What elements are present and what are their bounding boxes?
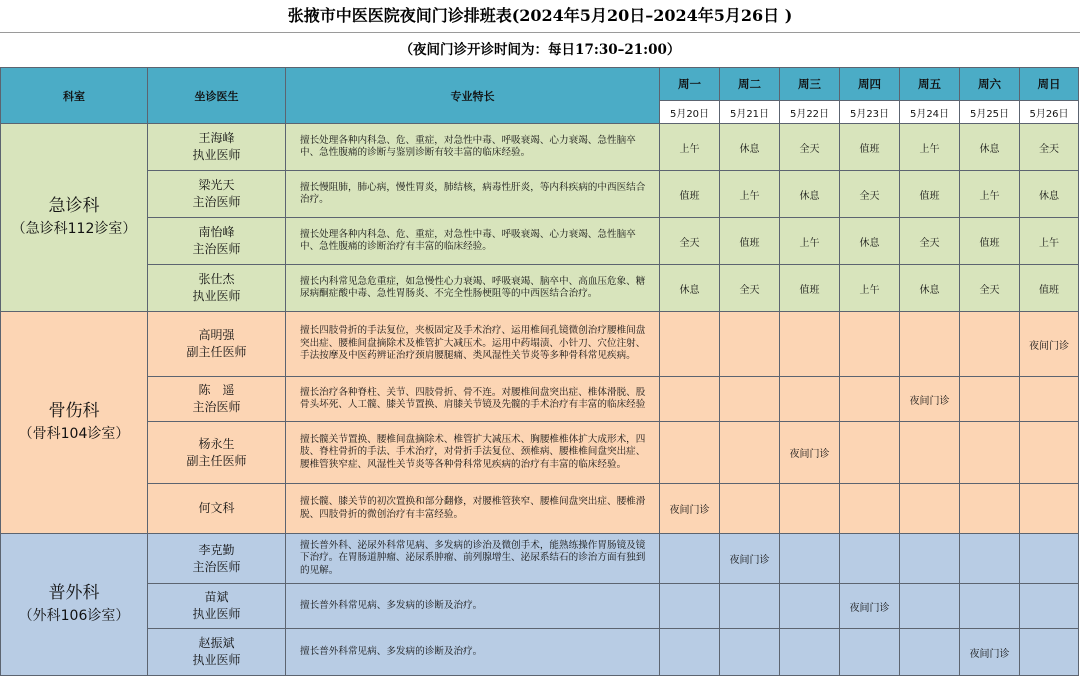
schedule-cell [840, 377, 900, 422]
schedule-cell: 休息 [1020, 171, 1079, 218]
schedule-cell: 上午 [900, 124, 960, 171]
schedule-cell [960, 584, 1020, 629]
schedule-cell [780, 377, 840, 422]
department-room: （急诊科112诊室） [11, 220, 137, 237]
col-header-date: 5月21日 [720, 101, 780, 124]
schedule-cell [720, 377, 780, 422]
col-header-day: 周四 [840, 68, 900, 101]
doctor-name: 张仕杰 [198, 272, 235, 286]
doctor-row [1, 312, 1079, 377]
schedule-cell [720, 422, 780, 484]
doctor-cell [148, 312, 286, 377]
specialty-cell: 擅长普外科常见病、多发病的诊断及治疗。 [286, 629, 660, 676]
doctor-name: 杨永生 [198, 436, 235, 451]
schedule-cell: 值班 [1020, 265, 1079, 312]
department-cell [1, 124, 148, 312]
schedule-cell: 休息 [960, 124, 1020, 171]
doctor-title: 执业医师 [192, 653, 241, 667]
doctor-row [1, 484, 1079, 534]
schedule-body [1, 124, 1079, 676]
schedule-cell: 夜间门诊 [1020, 312, 1079, 377]
schedule-cell [960, 534, 1020, 584]
schedule-cell [900, 629, 960, 676]
specialty-cell: 擅长髋关节置换、腰椎间盘摘除术、椎管扩大减压术、胸腰椎椎体扩大成形术，四肢、脊柱骨折的手法、手术治疗，对骨折手法复位、颈椎病、腰椎椎间盘突出症、腰椎管狭窄症、风湿性关节炎等各种骨科常见疾病的治疗有丰富的临床经验。 [286, 422, 660, 484]
schedule-cell [960, 312, 1020, 377]
schedule-cell [840, 312, 900, 377]
doctor-name: 李克勤 [198, 542, 235, 557]
schedule-cell: 休息 [840, 218, 900, 265]
doctor-name: 梁光天 [198, 178, 235, 192]
schedule-cell: 上午 [960, 171, 1020, 218]
schedule-cell: 值班 [840, 124, 900, 171]
schedule-cell [780, 629, 840, 676]
schedule-cell [840, 629, 900, 676]
specialty-cell: 擅长治疗各种脊柱、关节、四肢骨折、骨不连。对腰椎间盘突出症、椎体滑脱、股骨头坏死、人工髋、膝关节置换、肩膝关节镜及先髋的手术治疗有丰富的临床经验 [286, 377, 660, 422]
col-header-day: 周六 [960, 68, 1020, 101]
department-room: （骨科104诊室） [18, 425, 130, 442]
doctor-cell [148, 218, 286, 265]
schedule-cell: 值班 [780, 265, 840, 312]
schedule-cell: 值班 [900, 171, 960, 218]
schedule-cell [960, 484, 1020, 534]
schedule-cell: 夜间门诊 [960, 629, 1020, 676]
department-name: 急诊科 [48, 195, 100, 216]
doctor-title: 主治医师 [192, 400, 241, 414]
doctor-row [1, 265, 1079, 312]
schedule-cell [660, 377, 720, 422]
doctor-row [1, 422, 1079, 484]
doctor-cell [148, 265, 286, 312]
schedule-cell [1020, 422, 1079, 484]
schedule-cell: 上午 [660, 124, 720, 171]
doctor-cell [148, 584, 286, 629]
col-header-date: 5月20日 [660, 101, 720, 124]
doctor-row [1, 584, 1079, 629]
col-header-day: 周日 [1020, 68, 1079, 101]
schedule-cell: 全天 [720, 265, 780, 312]
schedule-cell: 值班 [720, 218, 780, 265]
schedule-cell: 夜间门诊 [660, 484, 720, 534]
doctor-title: 主治医师 [192, 559, 241, 574]
doctor-row [1, 124, 1079, 171]
doctor-row [1, 534, 1079, 584]
col-header-day: 周三 [780, 68, 840, 101]
schedule-cell [1020, 484, 1079, 534]
schedule-cell: 全天 [960, 265, 1020, 312]
doctor-cell [148, 124, 286, 171]
col-header-day: 周一 [660, 68, 720, 101]
specialty-cell: 擅长内科常见急危重症，如急慢性心力衰竭、呼吸衰竭、脑卒中、高血压危象、糖尿病酮症酸中毒、急性胃肠炎、不完全性肠梗阻等的中西医结合治疗。 [286, 265, 660, 312]
specialty-cell: 擅长普外科常见病、多发病的诊断及治疗。 [286, 584, 660, 629]
doctor-title: 副主任医师 [186, 345, 247, 359]
specialty-cell: 擅长处理各种内科急、危、重症，对急性中毒、呼吸衰竭、心力衰竭、急性脑卒中、急性腹痛的诊断与鉴别诊断有较丰富的临床经验。 [286, 124, 660, 171]
doctor-cell [148, 422, 286, 484]
doctor-name: 苗斌 [204, 590, 229, 604]
doctor-cell [148, 629, 286, 676]
col-header-specialty: 专业特长 [286, 68, 660, 124]
schedule-cell [900, 422, 960, 484]
schedule-cell: 休息 [660, 265, 720, 312]
doctor-title: 执业医师 [192, 607, 241, 621]
doctor-name: 高明强 [198, 328, 235, 342]
col-header-date: 5月23日 [840, 101, 900, 124]
page-subtitle: （夜间门诊开诊时间为：每日17:30–21:00） [399, 42, 681, 58]
schedule-cell: 值班 [960, 218, 1020, 265]
schedule-cell: 夜间门诊 [780, 422, 840, 484]
specialty-cell: 擅长处理各种内科急、危、重症，对急性中毒、呼吸衰竭、心力衰竭、急性脑卒中、急性腹痛的诊断治疗有丰富的临床经验。 [286, 218, 660, 265]
doctor-title: 主治医师 [192, 195, 241, 209]
doctor-name: 陈 遥 [198, 383, 235, 397]
doctor-name: 赵振斌 [198, 636, 235, 650]
schedule-cell [780, 484, 840, 534]
department-room: （外科106诊室） [18, 607, 130, 624]
schedule-cell [1020, 629, 1079, 676]
schedule-cell [840, 422, 900, 484]
col-header-department: 科室 [1, 68, 148, 124]
doctor-row [1, 377, 1079, 422]
department-cell [1, 534, 148, 676]
schedule-cell: 全天 [660, 218, 720, 265]
doctor-title: 副主任医师 [186, 453, 247, 468]
schedule-cell [1020, 377, 1079, 422]
schedule-cell: 全天 [780, 124, 840, 171]
doctor-row [1, 218, 1079, 265]
specialty-cell: 擅长普外科、泌尿外科常见病、多发病的诊治及微创手术，能熟练操作胃肠镜及镜下治疗。在胃肠道肿瘤、泌尿系肿瘤、前列腺增生、泌尿系结石的诊治方面有独到的见解。 [286, 534, 660, 584]
schedule-cell [660, 422, 720, 484]
schedule-cell [1020, 584, 1079, 629]
schedule-cell [960, 422, 1020, 484]
schedule-cell: 夜间门诊 [900, 377, 960, 422]
schedule-cell: 上午 [840, 265, 900, 312]
col-header-day: 周二 [720, 68, 780, 101]
schedule-cell [780, 534, 840, 584]
schedule-cell: 夜间门诊 [720, 534, 780, 584]
schedule-cell [720, 312, 780, 377]
schedule-cell [660, 312, 720, 377]
schedule-cell: 上午 [1020, 218, 1079, 265]
col-header-day: 周五 [900, 68, 960, 101]
schedule-cell: 全天 [1020, 124, 1079, 171]
schedule-cell [1020, 534, 1079, 584]
schedule-cell [780, 312, 840, 377]
col-header-date: 5月25日 [960, 101, 1020, 124]
schedule-cell [840, 534, 900, 584]
doctor-name: 何文科 [198, 501, 235, 515]
schedule-cell [720, 584, 780, 629]
schedule-cell [960, 377, 1020, 422]
doctor-row [1, 629, 1079, 676]
doctor-cell [148, 377, 286, 422]
page-title: 张掖市中医医院夜间门诊排班表(2024年5月20日–2024年5月26日 ) [0, 0, 1080, 33]
schedule-cell [900, 584, 960, 629]
schedule-cell [660, 629, 720, 676]
schedule-cell [840, 484, 900, 534]
doctor-title: 执业医师 [192, 148, 241, 162]
schedule-cell [660, 584, 720, 629]
doctor-title: 执业医师 [192, 289, 241, 303]
col-header-date: 5月26日 [1020, 101, 1079, 124]
doctor-name: 王海峰 [198, 131, 235, 145]
schedule-cell [660, 534, 720, 584]
specialty-cell: 擅长四肢骨折的手法复位，夹板固定及手术治疗、运用椎间孔镜微创治疗腰椎间盘突出症、腰椎间盘摘除术及椎管扩大减压术。运用中药塌渍、小针刀、穴位注射、手法按摩及中医药辨证治疗颈肩腰腿痛、类风湿性关节炎等多种骨科常见疾病。 [286, 312, 660, 377]
doctor-row [1, 171, 1079, 218]
schedule-cell: 全天 [840, 171, 900, 218]
department-name: 骨伤科 [48, 400, 100, 421]
schedule-cell [900, 534, 960, 584]
department-name: 普外科 [48, 582, 100, 603]
schedule-cell: 夜间门诊 [840, 584, 900, 629]
schedule-cell: 上午 [780, 218, 840, 265]
schedule-cell [720, 629, 780, 676]
doctor-cell [148, 171, 286, 218]
schedule-cell: 休息 [780, 171, 840, 218]
specialty-cell: 擅长慢阻肺，肺心病，慢性胃炎，肺结核，病毒性肝炎，等内科疾病的中西医结合治疗。 [286, 171, 660, 218]
schedule-cell [900, 312, 960, 377]
schedule-cell [900, 484, 960, 534]
schedule-cell: 休息 [900, 265, 960, 312]
header-row-days [1, 68, 1079, 101]
doctor-cell [148, 534, 286, 584]
doctor-cell [148, 484, 286, 534]
schedule-table [0, 67, 1079, 676]
doctor-name: 南怡峰 [198, 225, 235, 239]
specialty-cell: 擅长髋、膝关节的初次置换和部分翻修，对腰椎管狭窄、腰椎间盘突出症、腰椎滑脱、四肢骨折的微创治疗有丰富经验。 [286, 484, 660, 534]
col-header-date: 5月24日 [900, 101, 960, 124]
schedule-cell: 全天 [900, 218, 960, 265]
schedule-cell: 休息 [720, 124, 780, 171]
schedule-cell: 上午 [720, 171, 780, 218]
schedule-cell [780, 584, 840, 629]
col-header-date: 5月22日 [780, 101, 840, 124]
doctor-title: 主治医师 [192, 242, 241, 256]
schedule-cell [720, 484, 780, 534]
schedule-cell: 值班 [660, 171, 720, 218]
col-header-doctor: 坐诊医生 [148, 68, 286, 124]
department-cell [1, 312, 148, 534]
